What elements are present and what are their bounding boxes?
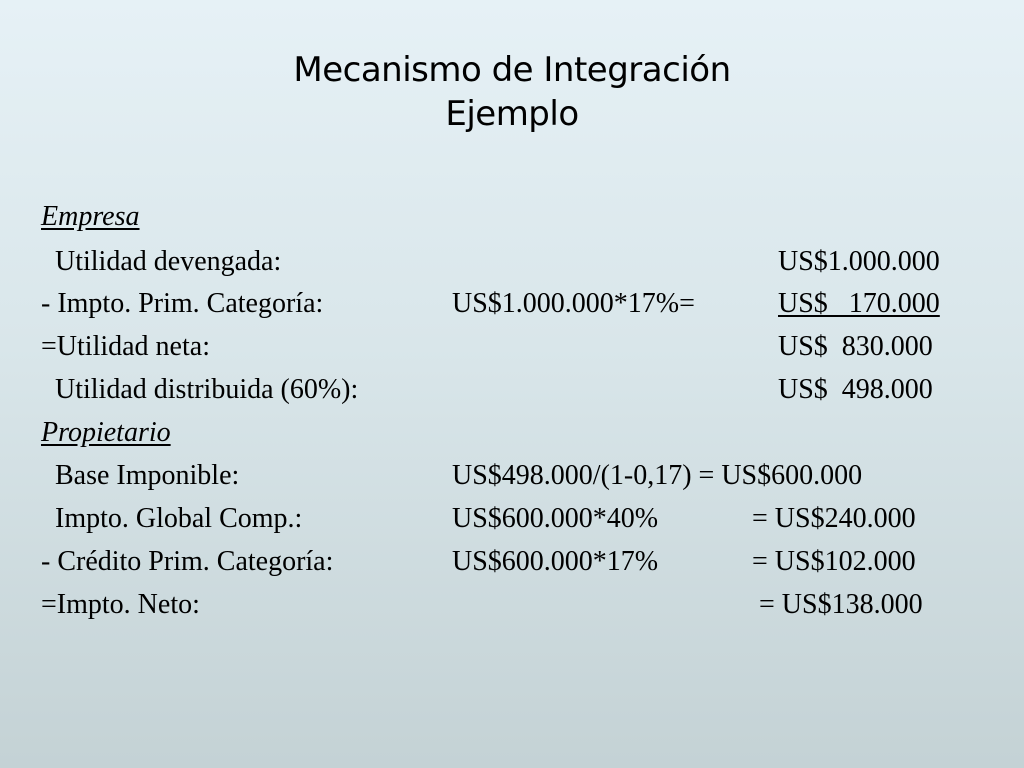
row-label: Impto. Global Comp.: [41,503,303,534]
row-result: = US$240.000 [752,503,916,534]
title-line-1: Mecanismo de Integración [293,50,731,90]
row-label: Utilidad distribuida (60%): [41,374,359,405]
empresa-row-utilidad-devengada [0,244,1024,280]
row-calc: US$498.000/(1-0,17) = US$600.000 [452,460,863,491]
row-label: =Utilidad neta: [41,331,210,362]
propietario-row-base-imponible [0,458,1024,494]
propietario-row-impto-global-comp [0,501,1024,537]
row-label: =Impto. Neto: [41,589,200,620]
row-result: US$ 170.000 [778,288,940,319]
row-calc: US$1.000.000*17%= [452,288,695,319]
propietario-heading: Propietario [41,417,171,448]
empresa-heading: Empresa [41,201,140,232]
propietario-row-credito-prim-categoria [0,544,1024,580]
title-line-2: Ejemplo [445,94,579,134]
row-calc: US$600.000*40% [452,503,659,534]
row-label: - Impto. Prim. Categoría: [41,288,324,319]
empresa-row-impto-prim-categoria [0,286,1024,322]
row-label: Utilidad devengada: [41,246,282,277]
empresa-heading-row [0,199,1024,235]
row-result: US$1.000.000 [778,246,940,277]
row-result: = US$138.000 [752,589,923,620]
row-result: = US$102.000 [752,546,916,577]
row-label: - Crédito Prim. Categoría: [41,546,334,577]
row-calc: US$600.000*17% [452,546,659,577]
row-result: US$ 498.000 [778,374,933,405]
empresa-row-utilidad-distribuida [0,372,1024,408]
propietario-row-impto-neto [0,587,1024,623]
propietario-heading-row [0,415,1024,451]
row-result: US$ 830.000 [778,331,933,362]
row-label: Base Imponible: [41,460,240,491]
empresa-row-utilidad-neta [0,329,1024,365]
